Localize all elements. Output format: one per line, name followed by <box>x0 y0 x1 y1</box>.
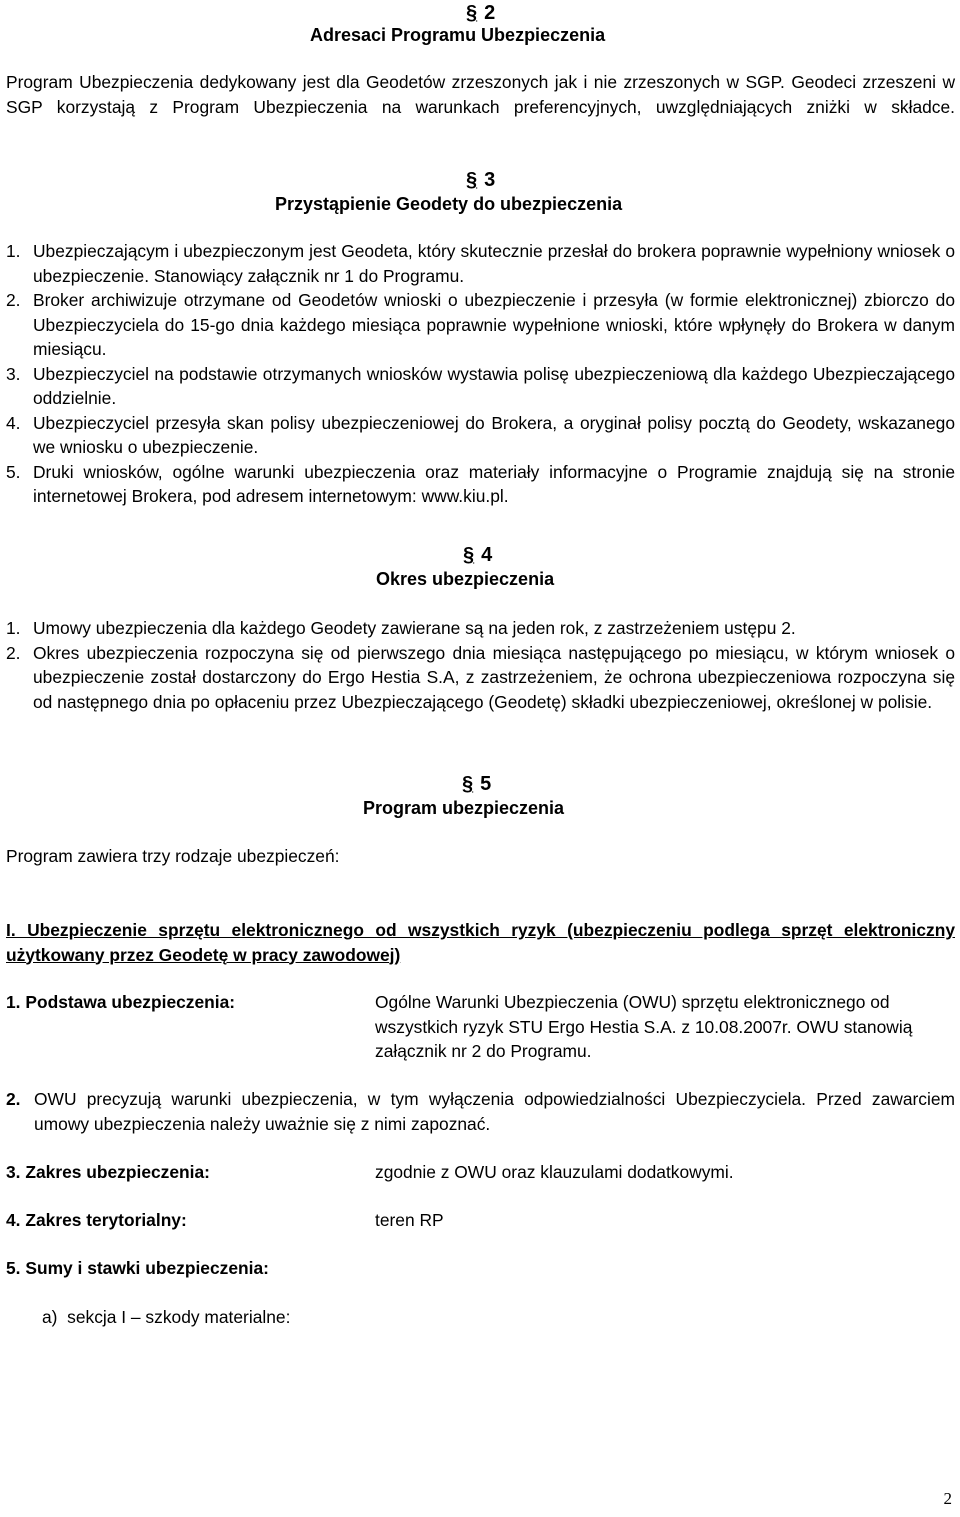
list-item: 1. Ubezpieczającym i ubezpieczonym jest Geodeta, który skutecznie przesłał do brokera poprawnie wypełniony wniosek o ubezpieczenie. Stanowiący załącznik nr 1 do Programu. <box>6 241 955 286</box>
section-4-title: Okres ubezpieczenia <box>376 569 555 589</box>
row-value: Ogólne Warunki Ubezpieczenia (OWU) sprzętu elektronicznego od wszystkich ryzyk STU Ergo Hestia S.A. z 10.08.2007r. OWU stanowią załącznik nr 2 do Programu. <box>375 992 913 1061</box>
section-symbol: § <box>463 544 475 566</box>
list-item: 3. Ubezpieczyciel na podstawie otrzymanych wniosków wystawia polisę ubezpieczeniową dla każdego Ubezpieczającego oddzielnie. <box>6 363 955 408</box>
section-3-number: § 3 <box>466 169 496 191</box>
section-symbol: § <box>466 169 478 191</box>
list-item: 4. Ubezpieczyciel przesyła skan polisy ubezpieczeniowej do Brokera, a oryginał polisy pocztą do Geodety, wskazanego we wniosku o ubezpieczenie. <box>6 412 955 457</box>
section-4-list <box>6 616 955 714</box>
section-5-intro: Program zawiera trzy rodzaje ubezpieczeń: <box>6 846 340 866</box>
page-number: 2 <box>943 1489 952 1508</box>
list-item: 2. Okres ubezpieczenia rozpoczyna się od pierwszego dnia miesiąca następującego po miesiącu, w którym wniosek o ubezpieczenie został dostarczony do Ergo Hestia S.A, z zastrzeżeniem, że ochrona ubezpieczeniowa rozpoczyna się od następnego dnia po opłaceniu przez Ubezpieczającego (Geodetę) składki ubezpieczeniowej, określonej w polisie. <box>6 642 955 712</box>
part-i-title: I. Ubezpieczenie sprzętu elektronicznego od wszystkich ryzyk (ubezpieczeniu podlega sprzęt elektroniczny użytkowany przez Geodetę w pracy zawodowej) <box>6 920 955 965</box>
section-2-title: Adresaci Programu Ubezpieczenia <box>310 25 606 45</box>
list-item: 5. Druki wniosków, ogólne warunki ubezpieczenia oraz materiały informacyjne o Programie znajdują się na stronie internetowej Brokera, pod adresem internetowym: www.kiu.pl. <box>6 461 955 506</box>
document-page: § 2 Adresaci Programu Ubezpieczenia Program Ubezpieczenia dedykowany jest dla Geodetów zrzeszonych jak i nie zrzeszonych w SGP. Geodeci zrzeszeni w SGP korzystają z Program Ubezpieczenia na warunkach preferencyjnych, uwzględniających zniżki w składce. § 3 Przystąpienie Geodety do ubezpieczenia 1. Ubezpieczającym i ubezpieczonym jest Geodeta, który skutecznie przesłał do brokera poprawnie wypełniony wniosek o ubezpieczenie. Stanowiący załącznik nr 1 do Programu. 2. Broker archiwizuje otrzymane od Geodetów wnioski o ubezpieczenie i przesyła (w formie elektronicznej) zbiorczo do Ubezpieczyciela do 15-go dnia każdego miesiąca poprawnie wypełnione wnioski, które wpłynęły do Brokera w danym miesiącu. 3. Ubezpieczyciel na podstawie otrzymanych wniosków wystawia polisę ubezpieczeniową dla każdego Ubezpieczającego oddzielnie. 4. Ubezpieczyciel przesyła skan polisy ubezpieczeniowej do Brokera, a oryginał polisy pocztą do Geodety, wskazanego we wniosku o ubezpieczenie. 5. Druki wniosków, ogólne warunki ubezpieczenia oraz materiały informacyjne o Programie znajdują się na stronie internetowej Brokera, pod adresem internetowym: www.kiu.pl. § 4 Okres ubezpieczenia 1. Umowy ubezpieczenia dla każdego Geodety zawierane są na jeden rok, z zastrzeżeniem ustępu 2. 2. Okres ubezpieczenia rozpoczyna się od pierwszego dnia miesiąca następującego po miesiącu, w którym wniosek o ubezpieczenie został dostarczony do Ergo Hestia S.A, z zastrzeżeniem, że ochrona ubezpieczeniowa rozpoczyna się od następnego dnia po opłaceniu przez Ubezpieczającego (Geodetę) składki ubezpieczeniowej, określonej w polisie. § 5 Program ubezpieczenia Program zawiera trzy rodzaje ubezpieczeń: I. Ubezpieczenie sprzętu elektronicznego od wszystkich ryzyk (ubezpieczeniu podlega sprzęt elektroniczny użytkowany przez Geodetę w pracy zawodowej) 1. Podstawa ubezpieczenia: Ogólne Warunki Ubezpieczenia (OWU) sprzętu elektronicznego od wszystkich ryzyk STU Ergo Hestia S.A. z 10.08.2007r. OWU stanowią załącznik nr 2 do Programu. 2. OWU precyzują warunki ubezpieczenia, w tym wyłączenia odpowiedzialności Ubezpieczyciela. Przed zawarciem umowy ubezpieczenia należy uważnie się z nimi zapoznać. 3. Zakres ubezpieczenia: zgodnie z OWU oraz klauzulami dodatkowymi. 4. Zakres terytorialny: teren RP 5. Sumy i stawki ubezpieczenia: a) sekcja I – szkody materialne: 2 <box>0 0 960 1517</box>
section-4-number: § 4 <box>463 544 493 566</box>
section-5-number: § 5 <box>462 773 492 795</box>
section-symbol: § <box>462 773 474 795</box>
section-3-title: Przystąpienie Geodety do ubezpieczenia <box>275 194 623 214</box>
list-item: 2. Broker archiwizuje otrzymane od Geodetów wnioski o ubezpieczenie i przesyła (w formie elektronicznej) zbiorczo do Ubezpieczyciela do 15-go dnia każdego miesiąca poprawnie wypełnione wnioski, które wpłynęły do Brokera w danym miesiącu. <box>6 290 955 359</box>
section-2-text: Program Ubezpieczenia dedykowany jest dla Geodetów zrzeszonych jak i nie zrzeszonych w SGP. Geodeci zrzeszeni w SGP korzystają z Program Ubezpieczenia na warunkach preferencyjnych, uwzględniających zniżki w składce. <box>6 72 955 117</box>
list-item: 1. Umowy ubezpieczenia dla każdego Geodety zawierane są na jeden rok, z zastrzeżeniem ustępu 2. <box>6 618 796 638</box>
section-5-title: Program ubezpieczenia <box>363 798 565 818</box>
section-2-number: § 2 <box>466 2 496 24</box>
section-symbol: § <box>466 2 478 24</box>
row-owu: 2. OWU precyzują warunki ubezpieczenia, w tym wyłączenia odpowiedzialności Ubezpieczyciela. Przed zawarciem umowy ubezpieczenia należy uważnie się z nimi zapoznać. <box>6 1089 955 1134</box>
section-3-list <box>6 239 955 509</box>
row-value: teren RP <box>375 1210 444 1230</box>
row-value: zgodnie z OWU oraz klauzulami dodatkowymi. <box>375 1162 734 1182</box>
